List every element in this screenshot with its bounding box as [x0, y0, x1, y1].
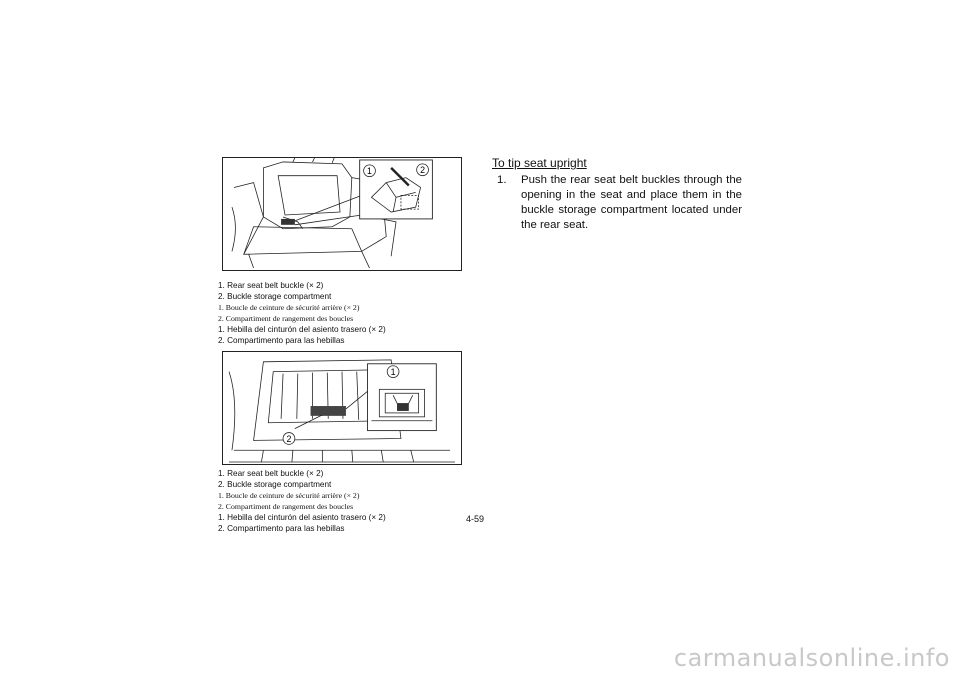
compartment-mark — [311, 406, 346, 416]
step-number: 1. — [497, 174, 507, 186]
caption-es-1: 1. Hebilla del cinturón del asiento trasero (× 2) — [218, 325, 386, 334]
compartment-illustration — [223, 352, 461, 464]
figure-seat-belt-buckle — [222, 157, 462, 271]
caption-fr-2: 2. Compartiment de rangement des boucles — [218, 502, 354, 511]
caption-en-1: 1. Rear seat belt buckle (× 2) — [218, 469, 324, 478]
svg-text:1: 1 — [390, 367, 396, 378]
instructions-column — [492, 156, 742, 233]
caption-es-2: 2. Compartimento para las hebillas — [218, 524, 345, 533]
svg-text:2: 2 — [286, 433, 292, 444]
buckle-mark — [281, 219, 295, 225]
section-heading: To tip seat upright — [492, 156, 587, 170]
caption-en-1: 1. Rear seat belt buckle (× 2) — [218, 281, 324, 290]
caption-fr-1: 1. Boucle de ceinture de sécurité arrière (× 2) — [218, 491, 360, 500]
page-number: 4-59 — [466, 514, 485, 524]
step-text: Push the rear seat belt buckles through the opening in the seat and place them in the buckle storage compartment located under the rear seat. — [521, 174, 742, 231]
watermark: carmanualsonline.info — [673, 644, 950, 672]
caption-fr-2: 2. Compartiment de rangement des boucles — [218, 314, 354, 323]
figure2-caption — [218, 468, 468, 534]
svg-text:2: 2 — [420, 165, 426, 176]
caption-es-2: 2. Compartimento para las hebillas — [218, 336, 345, 345]
caption-fr-1: 1. Boucle de ceinture de sécurité arrière (× 2) — [218, 303, 360, 312]
seat-illustration — [223, 158, 461, 270]
caption-en-2: 2. Buckle storage compartment — [218, 480, 332, 489]
figure-storage-compartment — [222, 351, 462, 465]
svg-text:1: 1 — [367, 166, 372, 177]
instruction-step — [492, 173, 742, 233]
caption-es-1: 1. Hebilla del cinturón del asiento trasero (× 2) — [218, 513, 386, 522]
caption-en-2: 2. Buckle storage compartment — [218, 292, 332, 301]
figure1-caption — [218, 280, 468, 346]
